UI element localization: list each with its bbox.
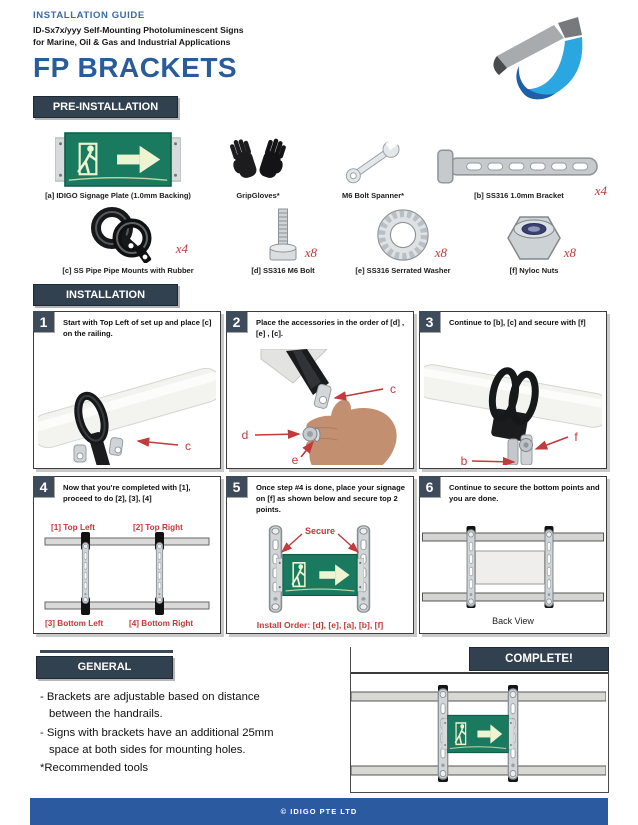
- step-2-illustration: [231, 349, 409, 465]
- gloves-icon: [227, 132, 289, 188]
- part-washer: [343, 203, 463, 275]
- callout-d: d: [241, 428, 249, 442]
- general-accent-line: [40, 650, 173, 653]
- step-instruction: Once step #4 is done, place your signage on [f] as shown below and secure top 2 points.: [256, 483, 405, 514]
- installation-steps: [33, 311, 607, 634]
- callout-f: f: [574, 430, 578, 444]
- callout-e: e: [291, 453, 299, 465]
- step-2-panel: [226, 311, 414, 469]
- nyloc-nut-art: [506, 213, 562, 263]
- section-installation: INSTALLATION: [33, 284, 178, 306]
- parts-row-1: [33, 122, 605, 200]
- complete-divider: [351, 672, 608, 674]
- general-notes: [40, 689, 302, 761]
- exit-sign-art: [55, 131, 181, 188]
- step-6-panel: [419, 476, 607, 634]
- part-label: [c] SS Pipe Pipe Mounts with Rubber: [62, 266, 194, 275]
- guide-label: INSTALLATION GUIDE: [33, 10, 145, 21]
- quantity-badge: x4: [175, 241, 188, 256]
- parts-row-2: [33, 203, 605, 273]
- step-number: 1: [33, 311, 54, 332]
- step-4-panel: [33, 476, 221, 634]
- note-mounting-holes: - Signs with brackets have an additional 25mm space at both sides for mounting holes.: [40, 726, 274, 756]
- part-pipe-mounts: [33, 203, 223, 275]
- section-pre-installation: PRE-INSTALLATION: [33, 96, 178, 118]
- step-5-panel: [226, 476, 414, 634]
- washer-art: [375, 207, 431, 263]
- recommended-tools-footnote: *Recommended tools: [40, 762, 149, 774]
- callout-top-right: [2] Top Right: [133, 523, 183, 532]
- step-instruction: Place the accessories in the order of [d] , [e] , [c].: [256, 318, 405, 338]
- copyright-text: © IDIGO PTE LTD: [280, 807, 358, 816]
- step-3-panel: [419, 311, 607, 469]
- pipe-mount-icon: [80, 203, 188, 263]
- note-adjustable-brackets: - Brackets are adjustable based on distance between the handrails.: [40, 691, 260, 720]
- complete-section: [350, 647, 609, 793]
- callout-bottom-right: [4] Bottom Right: [129, 619, 194, 628]
- step-6-diagram: [421, 521, 606, 615]
- step-4-diagram: [37, 518, 217, 630]
- step-instruction: Continue to secure the bottom points and you are done.: [449, 483, 600, 503]
- back-view-caption: Back View: [492, 616, 534, 626]
- pipe-mount-art: [80, 203, 176, 263]
- exit-sign-icon: [55, 131, 181, 188]
- part-signage-plate: [33, 122, 203, 200]
- step-number: 2: [226, 311, 247, 332]
- step-3-illustration: [424, 351, 602, 465]
- complete-illustration: [351, 676, 606, 790]
- part-nyloc-nuts: [463, 203, 605, 275]
- callout-c: c: [390, 382, 396, 396]
- subtitle: [33, 25, 244, 48]
- callout-b: b: [460, 454, 468, 465]
- part-label: [d] SS316 M6 Bolt: [251, 266, 315, 275]
- section-complete: COMPLETE!: [469, 647, 609, 671]
- step-instruction: Start with Top Left of set up and place [c] on the railing.: [63, 318, 212, 338]
- bracket-art: [435, 146, 603, 188]
- step-number: 6: [419, 476, 440, 497]
- part-label: [f] Nyloc Nuts: [509, 266, 559, 275]
- callout-secure: Secure: [304, 526, 336, 536]
- part-bracket: [433, 122, 605, 200]
- spanner-icon: [338, 136, 408, 188]
- callout-bottom-left: [3] Bottom Left: [45, 619, 104, 628]
- quantity-badge: x8: [304, 245, 317, 260]
- quantity-badge: x4: [594, 183, 607, 198]
- step-1-panel: [33, 311, 221, 469]
- washer-icon: [375, 207, 447, 263]
- install-order-caption: Install Order: [d], [e], [a], [b], [f]: [256, 620, 384, 630]
- step-instruction: Now that you're completed with [1], proceed to do [2], [3], [4]: [63, 483, 191, 503]
- quantity-badge: x8: [434, 245, 447, 260]
- step-1-illustration: [38, 351, 216, 465]
- page-title: FP BRACKETS: [33, 52, 238, 83]
- bolt-art: [265, 207, 301, 263]
- spanner-art: [338, 136, 408, 188]
- step-number: 4: [33, 476, 54, 497]
- idigo-logo-icon: [484, 4, 596, 102]
- part-label: [a] IDIGO Signage Plate (1.0mm Backing): [45, 191, 191, 200]
- step-5-diagram: [232, 521, 408, 617]
- step-instruction: Continue to [b], [c] and secure with [f]: [449, 318, 586, 327]
- header: [33, 10, 244, 48]
- part-label: [e] SS316 Serrated Washer: [355, 266, 451, 275]
- part-spanner: [313, 122, 433, 200]
- step-number: 5: [226, 476, 247, 497]
- gloves-art: [227, 132, 289, 188]
- footer-bar: [30, 798, 608, 825]
- callout-top-left: [1] Top Left: [51, 523, 95, 532]
- subtitle-line-2: for Marine, Oil & Gas and Industrial Applications: [33, 36, 231, 47]
- quantity-badge: x8: [563, 245, 576, 260]
- part-label: GripGloves*: [236, 191, 280, 200]
- nyloc-nut-icon: [506, 213, 576, 263]
- section-general: GENERAL: [36, 656, 173, 679]
- step-number: 3: [419, 311, 440, 332]
- part-label: [b] SS316 1.0mm Bracket: [474, 191, 564, 200]
- part-label: M6 Bolt Spanner*: [341, 191, 405, 200]
- part-bolt: [223, 203, 343, 275]
- subtitle-line-1: ID-Sx7x/yyy Self-Mounting Photoluminescent Signs: [33, 25, 244, 35]
- part-grip-gloves: [203, 122, 313, 200]
- bolt-icon: [265, 207, 317, 263]
- callout-c: c: [185, 439, 191, 453]
